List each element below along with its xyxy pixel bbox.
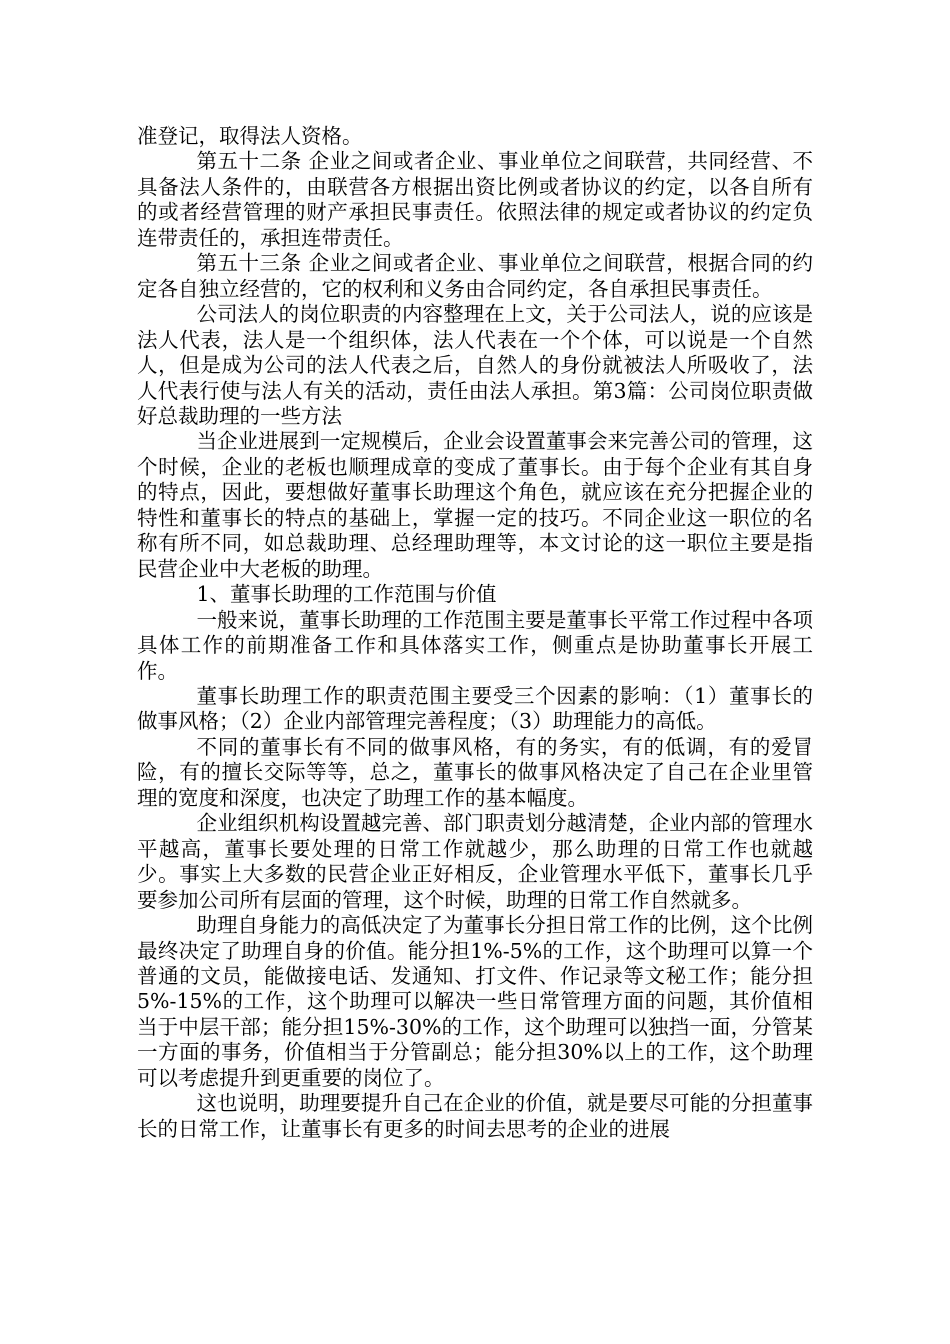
document-body xyxy=(137,124,813,1142)
paragraph-article-52: 第五十二条 企业之间或者企业、事业单位之间联营，共同经营、不具备法人条件的，由联营各方根据出资比例或者协议的约定，以各自所有的或者经营管理的财产承担民事责任。依照法律的规定或者协议的约定负连带责任的，承担连带责任。 xyxy=(137,149,813,250)
paragraph-1: 准登记，取得法人资格。 xyxy=(137,124,363,148)
paragraph-value: 这也说明，助理要提升自己在企业的价值，就是要尽可能的分担董事长的日常工作，让董事长有更多的时间去思考的企业的进展 xyxy=(137,1091,813,1141)
paragraph-chairman-intro: 当企业进展到一定规模后，企业会设置董事会来完善公司的管理，这个时候，企业的老板也顺理成章的变成了董事长。由于每个企业有其自身的特点，因此，要想做好董事长助理这个角色，就应该在充分把握企业的特性和董事长的特点的基础上，掌握一定的技巧。不同企业这一职位的名称有所不同，如总裁助理、总经理助理等，本文讨论的这一职位主要是指民营企业中大老板的助理。 xyxy=(137,429,813,581)
paragraph-three-factors: 董事长助理工作的职责范围主要受三个因素的影响：（1）董事长的做事风格；（2）企业内部管理完善程度；（3）助理能力的高低。 xyxy=(137,683,813,734)
paragraph-article-53: 第五十三条 企业之间或者企业、事业单位之间联营，根据合同的约定各自独立经营的，它的权利和义务由合同约定，各自承担民事责任。 xyxy=(137,251,813,301)
paragraph-organization: 企业组织机构设置越完善、部门职责划分越清楚，企业内部的管理水平越高，董事长要处理的日常工作就越少，那么助理的日常工作也就越少。事实上大多数的民营企业正好相反，企业管理水平低下，董事长几乎要参加公司所有层面的管理，这个时候，助理的日常工作自然就多。 xyxy=(137,811,813,912)
paragraph-legal-person: 公司法人的岗位职责的内容整理在上文，关于公司法人，说的应该是法人代表，法人是一个组织体，法人代表在一个个体，可以说是一个自然人，但是成为公司的法人代表之后，自然人的身份就被法人所吸收了，法人代表行使与法人有关的活动，责任由法人承担。第3篇：公司岗位职责做好总裁助理的一些方法 xyxy=(137,302,813,428)
paragraph-work-scope: 一般来说，董事长助理的工作范围主要是董事长平常工作过程中各项具体工作的前期准备工作和具体落实工作，侧重点是协助董事长开展工作。 xyxy=(137,607,813,683)
section-heading-1: 1、董事长助理的工作范围与价值 xyxy=(196,582,497,607)
paragraph-ability: 助理自身能力的高低决定了为董事长分担日常工作的比例，这个比例最终决定了助理自身的价值。能分担1%-5%的工作，这个助理可以算一个普通的文员，能做接电话、发通知、打文件、作记录等文秘工作；能分担5%-15%的工作，这个助理可以解决一些日常管理方面的问题，其价值相当于中层干部；能分担15%-30%的工作，这个助理可以独挡一面，分管某一方面的事务，价值相当于分管副总；能分担30%以上的工作，这个助理可以考虑提升到更重要的岗位了。 xyxy=(137,913,813,1090)
paragraph-style: 不同的董事长有不同的做事风格，有的务实，有的低调，有的爱冒险，有的擅长交际等等，总之，董事长的做事风格决定了自己在企业里管理的宽度和深度，也决定了助理工作的基本幅度。 xyxy=(137,734,813,810)
